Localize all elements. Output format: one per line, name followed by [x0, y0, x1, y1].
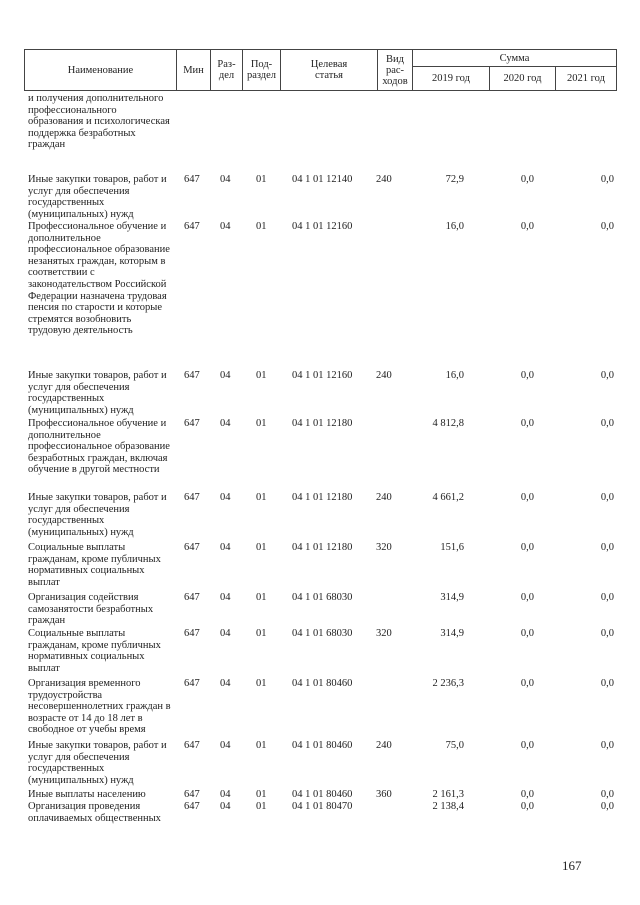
row-target: 04 1 01 12180	[292, 492, 353, 503]
row-podrazdel: 01	[256, 174, 267, 185]
row-razdel: 04	[220, 418, 231, 429]
row-2020: 0,0	[520, 492, 534, 503]
row-2019: 151,6	[440, 542, 464, 553]
row-name: Организация временного трудоустройства несовершеннолетних граждан в возрасте от 14 до 18 лет в свободное от учебы время	[28, 678, 171, 736]
row-target: 04 1 01 12160	[292, 221, 353, 232]
row-target: 04 1 01 80460	[292, 789, 353, 800]
row-2019: 4 812,8	[432, 418, 464, 429]
row-podrazdel: 01	[256, 492, 267, 503]
row-2021: 0,0	[600, 740, 614, 751]
row-target: 04 1 01 80460	[292, 678, 353, 689]
row-2019: 314,9	[440, 592, 464, 603]
row-name: и получения дополнительного профессионального образования и психологическая поддержка безработных граждан	[28, 93, 170, 151]
row-razdel: 04	[220, 370, 231, 381]
row-podrazdel: 01	[256, 801, 267, 812]
row-podrazdel: 01	[256, 740, 267, 751]
row-target: 04 1 01 80460	[292, 740, 353, 751]
header-2019: 2019 год	[413, 67, 490, 91]
row-razdel: 04	[220, 221, 231, 232]
row-2020: 0,0	[520, 801, 534, 812]
row-name: Иные закупки товаров, работ и услуг для обеспечения государственных (муниципальных) нужд	[28, 370, 167, 416]
row-2019: 75,0	[445, 740, 464, 751]
row-name: Профессиональное обучение и дополнительное профессиональное образование безработных граждан, включая обучение в другой местности	[28, 418, 170, 476]
row-name: Иные выплаты населению	[28, 789, 146, 800]
page-number: 167	[562, 858, 582, 873]
row-2020: 0,0	[520, 628, 534, 639]
row-2020: 0,0	[520, 678, 534, 689]
header-min: Мин	[177, 50, 211, 91]
row-2019: 16,0	[445, 221, 464, 232]
row-podrazdel: 01	[256, 370, 267, 381]
row-name: Иные закупки товаров, работ и услуг для обеспечения государственных (муниципальных) нужд	[28, 174, 167, 220]
row-2020: 0,0	[520, 789, 534, 800]
row-2019: 2 161,3	[432, 789, 464, 800]
row-target: 04 1 01 80470	[292, 801, 353, 812]
row-razdel: 04	[220, 592, 231, 603]
row-min: 647	[184, 801, 200, 812]
header-target: Целевая статья	[281, 50, 378, 91]
header-vid: Вид рас-ходов	[378, 50, 413, 91]
row-vid: 360	[376, 789, 392, 800]
row-min: 647	[184, 789, 200, 800]
row-min: 647	[184, 628, 200, 639]
row-name: Иные закупки товаров, работ и услуг для обеспечения государственных (муниципальных) нужд	[28, 740, 167, 786]
row-podrazdel: 01	[256, 592, 267, 603]
row-razdel: 04	[220, 789, 231, 800]
row-min: 647	[184, 678, 200, 689]
row-podrazdel: 01	[256, 628, 267, 639]
row-min: 647	[184, 174, 200, 185]
row-min: 647	[184, 740, 200, 751]
row-podrazdel: 01	[256, 678, 267, 689]
row-podrazdel: 01	[256, 789, 267, 800]
row-2021: 0,0	[600, 174, 614, 185]
row-target: 04 1 01 12180	[292, 418, 353, 429]
row-2019: 2 236,3	[432, 678, 464, 689]
row-2019: 4 661,2	[432, 492, 464, 503]
row-2020: 0,0	[520, 370, 534, 381]
row-podrazdel: 01	[256, 418, 267, 429]
row-2020: 0,0	[520, 174, 534, 185]
row-min: 647	[184, 592, 200, 603]
row-2020: 0,0	[520, 418, 534, 429]
row-razdel: 04	[220, 174, 231, 185]
row-2019: 16,0	[445, 370, 464, 381]
row-vid: 320	[376, 542, 392, 553]
row-razdel: 04	[220, 492, 231, 503]
row-name: Организация проведения оплачиваемых общественных	[28, 801, 161, 824]
row-2021: 0,0	[600, 678, 614, 689]
row-2020: 0,0	[520, 542, 534, 553]
header-razdel: Раз-дел	[211, 50, 243, 91]
header-2020: 2020 год	[490, 67, 556, 91]
row-podrazdel: 01	[256, 221, 267, 232]
row-podrazdel: 01	[256, 542, 267, 553]
header-2021: 2021 год	[556, 67, 617, 91]
row-vid: 320	[376, 628, 392, 639]
row-target: 04 1 01 12160	[292, 370, 353, 381]
row-vid: 240	[376, 370, 392, 381]
row-2019: 72,9	[445, 174, 464, 185]
row-name: Социальные выплаты гражданам, кроме публичных нормативных социальных выплат	[28, 542, 161, 588]
row-vid: 240	[376, 174, 392, 185]
row-2021: 0,0	[600, 592, 614, 603]
row-target: 04 1 01 12180	[292, 542, 353, 553]
row-vid: 240	[376, 740, 392, 751]
row-2021: 0,0	[600, 801, 614, 812]
row-2021: 0,0	[600, 370, 614, 381]
row-2019: 2 138,4	[432, 801, 464, 812]
row-razdel: 04	[220, 628, 231, 639]
row-min: 647	[184, 492, 200, 503]
header-podrazdel: Под-раздел	[243, 50, 281, 91]
row-2019: 314,9	[440, 628, 464, 639]
row-target: 04 1 01 68030	[292, 592, 353, 603]
row-2020: 0,0	[520, 592, 534, 603]
row-razdel: 04	[220, 801, 231, 812]
row-razdel: 04	[220, 678, 231, 689]
row-2021: 0,0	[600, 418, 614, 429]
row-name: Иные закупки товаров, работ и услуг для обеспечения государственных (муниципальных) нужд	[28, 492, 167, 538]
row-min: 647	[184, 370, 200, 381]
row-min: 647	[184, 221, 200, 232]
row-2020: 0,0	[520, 740, 534, 751]
row-razdel: 04	[220, 740, 231, 751]
row-2021: 0,0	[600, 789, 614, 800]
row-2021: 0,0	[600, 221, 614, 232]
table-header	[24, 49, 617, 91]
row-2021: 0,0	[600, 492, 614, 503]
row-name: Организация содействия самозанятости безработных граждан	[28, 592, 154, 627]
row-vid: 240	[376, 492, 392, 503]
row-min: 647	[184, 418, 200, 429]
header-sum: Сумма	[413, 50, 617, 67]
row-2020: 0,0	[520, 221, 534, 232]
row-name: Профессиональное обучение и дополнительное профессиональное образование незанятых граждан, которым в соответствии с законодательством Российской Федерации назначена трудовая пенсия по старости и которые стремятся возобновить трудовую деятельность	[28, 221, 170, 337]
row-2021: 0,0	[600, 628, 614, 639]
row-target: 04 1 01 12140	[292, 174, 353, 185]
row-min: 647	[184, 542, 200, 553]
header-name: Наименование	[25, 50, 177, 91]
row-target: 04 1 01 68030	[292, 628, 353, 639]
row-razdel: 04	[220, 542, 231, 553]
row-name: Социальные выплаты гражданам, кроме публичных нормативных социальных выплат	[28, 628, 161, 674]
row-2021: 0,0	[600, 542, 614, 553]
